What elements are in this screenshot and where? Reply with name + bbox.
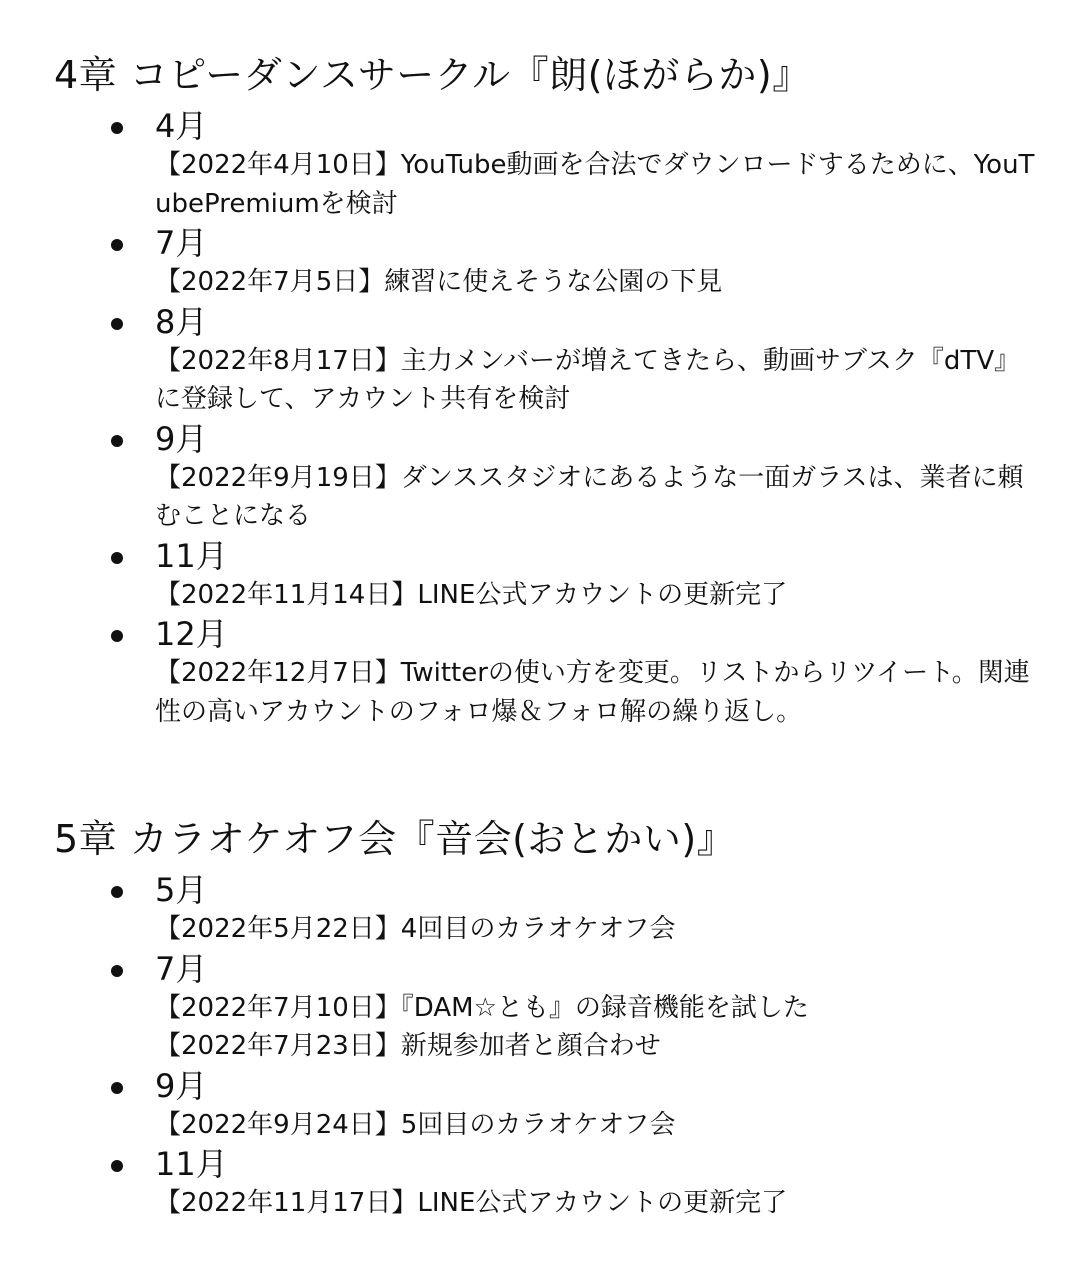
chapter-title: 4章 コピーダンスサークル『朗(ほがらか)』 (54, 53, 811, 97)
month-item (54, 614, 1034, 731)
bullet-icon (111, 239, 123, 251)
entry-text: 【2022年11月17日】LINE公式アカウントの更新完了 (155, 1188, 788, 1218)
month-item (54, 536, 1034, 615)
month-item (54, 223, 1034, 302)
entry-text: 【2022年9月19日】ダンススタジオにあるような一面ガラスは、業者に頼むことになる (155, 462, 1024, 531)
bullet-icon (111, 1082, 123, 1094)
chapter-4 (54, 0, 1034, 731)
entry-text: 【2022年4月10日】YouTube動画を合法でダウンロードするために、YouTubePremiumを検討 (155, 150, 1035, 219)
bullet-icon (111, 552, 123, 564)
entry-text: 【2022年11月14日】LINE公式アカウントの更新完了 (155, 579, 788, 610)
month-label: 8月 (155, 302, 208, 341)
month-label: 7月 (155, 224, 208, 262)
month-label: 9月 (155, 1066, 208, 1105)
month-list (54, 870, 1034, 1223)
month-label: 11月 (155, 1145, 228, 1183)
entry-text: 【2022年8月17日】主力メンバーが増えてきたら、動画サブスク『dTV』に登録して、アカウント共有を検討 (155, 345, 1021, 414)
entry-text: 【2022年7月10日】『DAM☆とも』の録音機能を試した (155, 992, 809, 1023)
month-item (54, 1144, 1034, 1223)
month-label: 9月 (155, 419, 208, 458)
bullet-icon (111, 1160, 123, 1172)
month-label: 7月 (155, 949, 208, 988)
bullet-icon (111, 886, 123, 898)
chapter-5 (54, 731, 1034, 1223)
month-item (54, 106, 1034, 223)
month-label: 11月 (155, 536, 228, 575)
bullet-icon (111, 318, 123, 330)
month-item (54, 949, 1034, 1066)
bullet-icon (111, 965, 123, 977)
entry-text: 【2022年7月5日】練習に使えそうな公園の下見 (155, 267, 723, 297)
month-label: 5月 (155, 871, 208, 909)
bullet-icon (111, 630, 123, 642)
entry-text: 【2022年12月7日】Twitterの使い方を変更。リストからリツイート。関連性の高いアカウントのフォロ爆＆フォロ解の繰り返し。 (155, 658, 1030, 727)
chapter-title: 5章 カラオケオフ会『音会(おとかい)』 (54, 817, 736, 861)
bullet-icon (111, 122, 123, 134)
month-item (54, 870, 1034, 949)
month-item (54, 419, 1034, 536)
entry-text: 【2022年5月22日】4回目のカラオケオフ会 (155, 914, 676, 944)
month-list (54, 106, 1034, 731)
month-item (54, 1066, 1034, 1145)
month-item (54, 302, 1034, 419)
bullet-icon (111, 435, 123, 447)
month-label: 12月 (155, 615, 228, 653)
entry-text: 【2022年9月24日】5回目のカラオケオフ会 (155, 1109, 676, 1140)
month-label: 4月 (155, 107, 208, 145)
entry-text: 【2022年7月23日】新規参加者と顔合わせ (155, 1031, 661, 1061)
